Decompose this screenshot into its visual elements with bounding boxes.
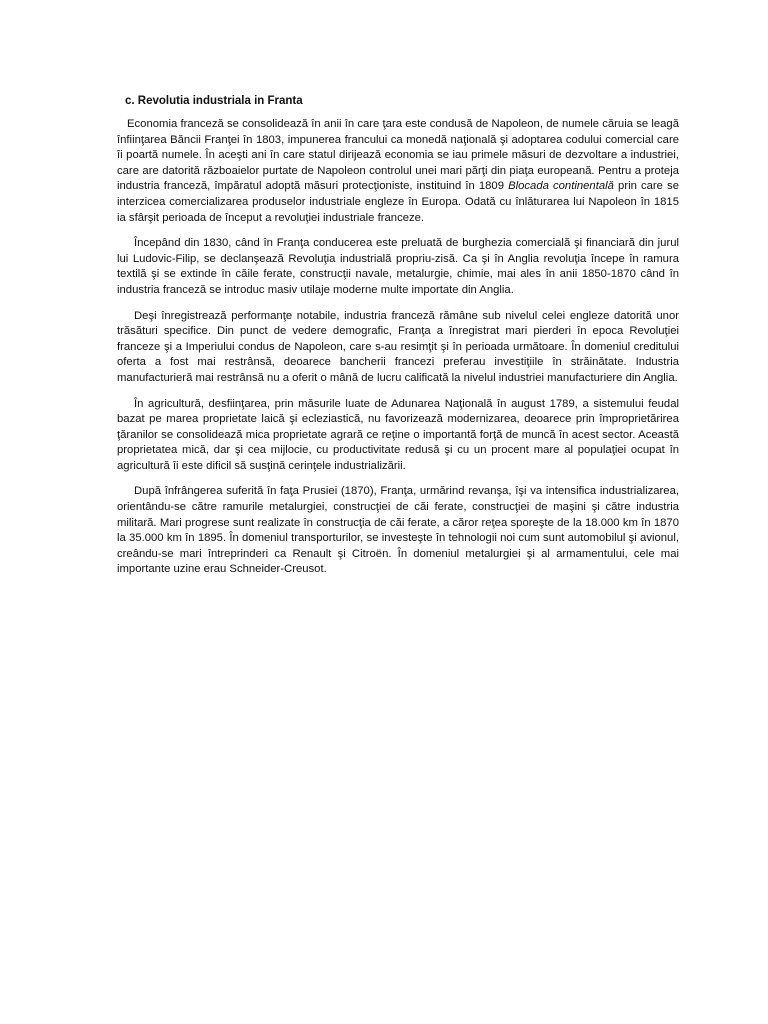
paragraph-2: Începând din 1830, când în Franţa conducerea este preluată de burghezia comercială şi financiară din jurul lui Ludovic-Filip, se declanşează Revoluţia industrială propriu-zisă. Ca şi în Anglia revoluţia începe în ramura textilă şi se extinde în căile ferate, construcţii navale, metalurgie, chimie, mai ales în anii 1850-1870 când în industria franceză se introduc masiv utilaje moderne multe importate din Anglia. bbox=[117, 237, 679, 296]
paragraph-1-text-start: Economia franceză se consolidează în anii în care ţara este condusă de Napoleon, de numele căruia se leagă înfiinţarea Băncii Franţei în 1803, impunerea francului ca monedă naţională şi adoptarea codului comercial care îi poartă numele. În aceşti ani în care statul dirijează economia se iau primele măsuri de dezvoltare a industriei, care are datorită războaielor purtate de Napoleon controlul unei mari părţi din piaţa europeană. Pentru a proteja industria franceză, împăratul adoptă măsuri protecţioniste, instituind în 1809 bbox=[117, 118, 679, 193]
paragraph-1-italic-term: Blocada continentală bbox=[508, 180, 614, 193]
paragraph-3: Deşi înregistrează performanţe notabile, industria franceză rămâne sub nivelul celei engleze datorită unor trăsături specifice. Din punct de vedere demografic, Franţa a înregistrat mari pierderi în epoca Revoluţiei franceze şi a Imperiului condus de Napoleon, care s-au resimţit şi în perioada următoare. În domeniul creditului oferta a fost mai restrânsă, deoarece bancherii francezi preferau investiţiile în străinătate. Industria manufacturieră mai restrânsă nu a oferit o mână de lucru calificată la nivelul industriei manufacturiere din Anglia. bbox=[117, 309, 679, 384]
document-body bbox=[117, 93, 679, 588]
paragraph-4: În agricultură, desfiinţarea, prin măsurile luate de Adunarea Naţională în august 1789, a sistemului feudal bazat pe marea proprietate laică şi ecleziastică, nu favorizează modernizarea, deoarece prin împroprietărirea ţăranilor se consolidează mica proprietate agrară ce reţine o importantă forţă de muncă în acest sector. Această proprietatea mică, dar şi cea mijlocie, cu productivitate redusă şi cu un procent mare al populaţiei ocupat în agricultură îi este dificil să susţină cerinţele industrializării. bbox=[117, 397, 679, 472]
paragraph-1 bbox=[117, 117, 679, 226]
paragraph-1-text-end: prin care se interzicea comercializarea produselor industriale engleze în Europa. Odată cu înlăturarea lui Napoleon în 1815 ia sfârşit perioada de început a revoluţiei industriale franceze. bbox=[117, 180, 679, 224]
paragraph-5: După înfrângerea suferită în faţa Prusiei (1870), Franţa, urmărind revanşa, îşi va intensifica industrializarea, orientându-se către ramurile metalurgiei, construcţiei de căi ferate, construcţiei de maşini şi către industria militară. Mari progrese sunt realizate în construcţia de căi ferate, a căror reţea sporeşte de la 18.000 km în 1870 la 35.000 km în 1895. În domeniul transporturilor, se investeşte în tehnologii noi cum sunt automobilul şi avionul, creându-se mari întreprinderi ca Renault şi Citroën. În domeniul metalurgiei şi al armamentului, cele mai importante uzine erau Schneider-Creusot. bbox=[117, 485, 679, 576]
section-heading: c. Revolutia industriala in Franta bbox=[125, 95, 303, 107]
